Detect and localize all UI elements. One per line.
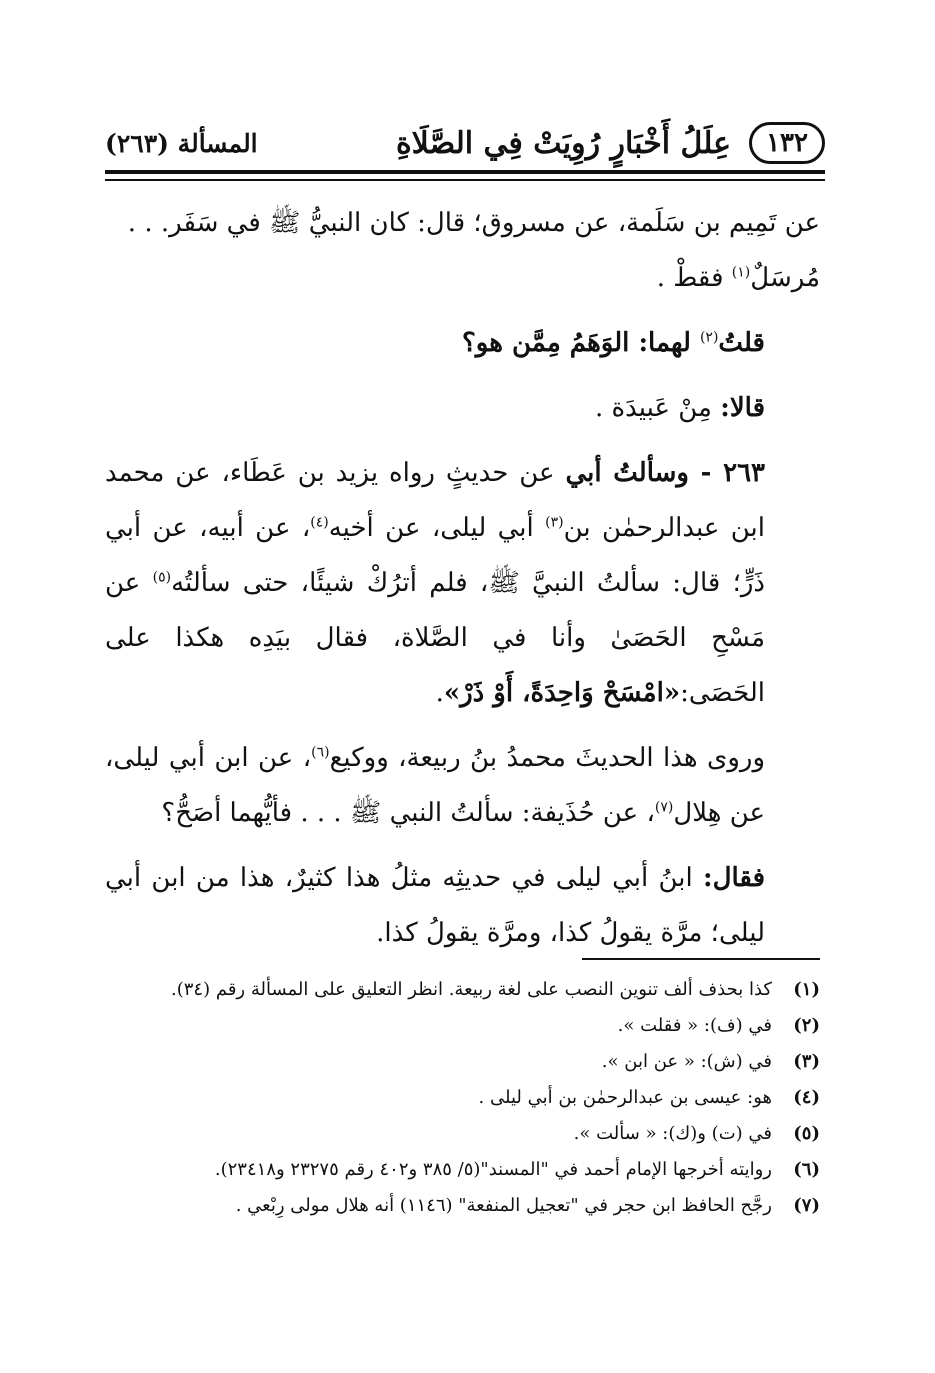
hadith-quote: «امْسَحْ وَاحِدَةً، أَوْ ذَرْ» [443, 678, 681, 708]
header-rule-thin [105, 179, 825, 181]
text-span: عن مَسْحِ الحَصَىٰ وأنا في الصَّلاة، فقال بيَدِه هكذا على الحَصَى: [105, 568, 765, 708]
paragraph-answer [105, 381, 820, 436]
footnote-item [105, 1116, 820, 1152]
page-number: ١٣٢ [749, 122, 825, 164]
footnote-number: (٥) [793, 1123, 820, 1144]
footnote-text: في (ف): « فقلت ». [617, 1015, 772, 1036]
footnote-number: (٢) [793, 1015, 820, 1036]
footnote-number: (٤) [793, 1087, 820, 1108]
footnote-text: رجَّح الحافظ ابن حجر في "تعجيل المنفعة" (١١٤٦) أنه هلال مولى رِبْعي . [235, 1195, 772, 1216]
footnote-ref: (٦) [311, 744, 330, 761]
footnote-text: في (ش): « عن ابن ». [601, 1051, 772, 1072]
footnote-text: روايته أخرجها الإمام أحمد في "المسند"(٥/ ٣٨٥ و٤٠٢ رقم ٢٣٢٧٥ و٢٣٤١٨). [214, 1159, 772, 1180]
book-title: عِلَلُ أَخْبَارٍ رُوِيَتْ فِي الصَّلَاةِ [395, 125, 732, 161]
text-span: ، عن حُذَيفة: سألتُ النبي ﷺ . . . فأيُّهما أصَحُّ؟ [161, 798, 655, 828]
footnote-item [105, 972, 820, 1008]
footnote-ref: (٣) [545, 514, 564, 531]
header-title-group [396, 122, 825, 164]
paragraph-question [105, 316, 820, 371]
footnote-number: (٣) [793, 1051, 820, 1072]
text-span: ، عن ابن أبي ليلى، عن هِلال [105, 743, 765, 828]
paragraph-verdict [105, 851, 820, 961]
footnote-ref: (٧) [654, 799, 674, 816]
footnote-ref: (٤) [310, 514, 329, 531]
text-line: عن تَمِيم بن سَلَمة، عن مسروق؛ قال: كان النبيُّ ﷺ في سَفَر. . . [127, 208, 820, 238]
issue-heading: ٢٦٣ - وسألتُ أبي [565, 458, 766, 488]
speaker-label: قالا: [720, 393, 765, 423]
running-header [105, 118, 825, 168]
text-span: . [435, 678, 444, 708]
footnote-ref: (١) [731, 264, 751, 281]
paragraph-narration [105, 731, 820, 841]
text-span: مُرسَلٌ [750, 263, 820, 293]
issue-label: المسألة (٢٦٣) [105, 128, 258, 158]
footnote-number: (٦) [793, 1159, 820, 1180]
speaker-label: فقال: [703, 863, 765, 893]
footnote-number: (٧) [793, 1195, 820, 1216]
text-span: ، عن أبيه، عن أبي ذَرٍّ؛ قال: سألتُ النبيَّ ﷺ، فلم أترُكْ شيئًا، حتى سألتُه [105, 513, 765, 598]
footnote-text: في (ت) و(ك): « سألت ». [573, 1123, 772, 1144]
answer-text: مِنْ عَبيدَة . [594, 393, 721, 423]
paragraph-continuation [105, 196, 820, 306]
header-rule-thick [105, 170, 825, 174]
footnote-item [105, 1044, 820, 1080]
footnote-ref: (٢) [699, 329, 719, 346]
text-span: فقطْ . [656, 263, 732, 293]
text-span: ابنُ أبي ليلى في حديثِه مثلُ هذا كثيرٌ، هذا من ابن أبي ليلى؛ مرَّة يقولُ كذا، ومرَّة يقولُ كذا. [105, 863, 765, 948]
question-text: لهما: الوَهَمُ مِمَّن هو؟ [462, 328, 700, 358]
footnote-ref: (٥) [152, 569, 172, 586]
footnote-text: كذا بحذف ألف تنوين النصب على لغة ربيعة. انظر التعليق على المسألة رقم (٣٤). [171, 979, 772, 1000]
text-span: عن حديثٍ رواه يزيد بن عَطَاء، عن محمد ابن عبدالرحمٰن بن [105, 458, 765, 543]
footnote-item [105, 1008, 820, 1044]
footnote-number: (١) [793, 979, 820, 1000]
footnote-text: هو: عيسى بن عبدالرحمٰن بن أبي ليلى . [478, 1087, 772, 1108]
footnote-item [105, 1080, 820, 1116]
text-span: وروى هذا الحديثَ محمدُ بنُ ربيعة، ووكيع [329, 743, 765, 773]
main-text [105, 196, 820, 961]
issue-263-paragraph [105, 446, 820, 721]
speaker-label: قلتُ [718, 328, 765, 358]
footnote-item [105, 1188, 820, 1224]
footnotes [105, 972, 820, 1224]
footnote-separator [582, 958, 820, 960]
text-span: أبي ليلى، عن أخيه [328, 513, 546, 543]
footnote-item [105, 1152, 820, 1188]
